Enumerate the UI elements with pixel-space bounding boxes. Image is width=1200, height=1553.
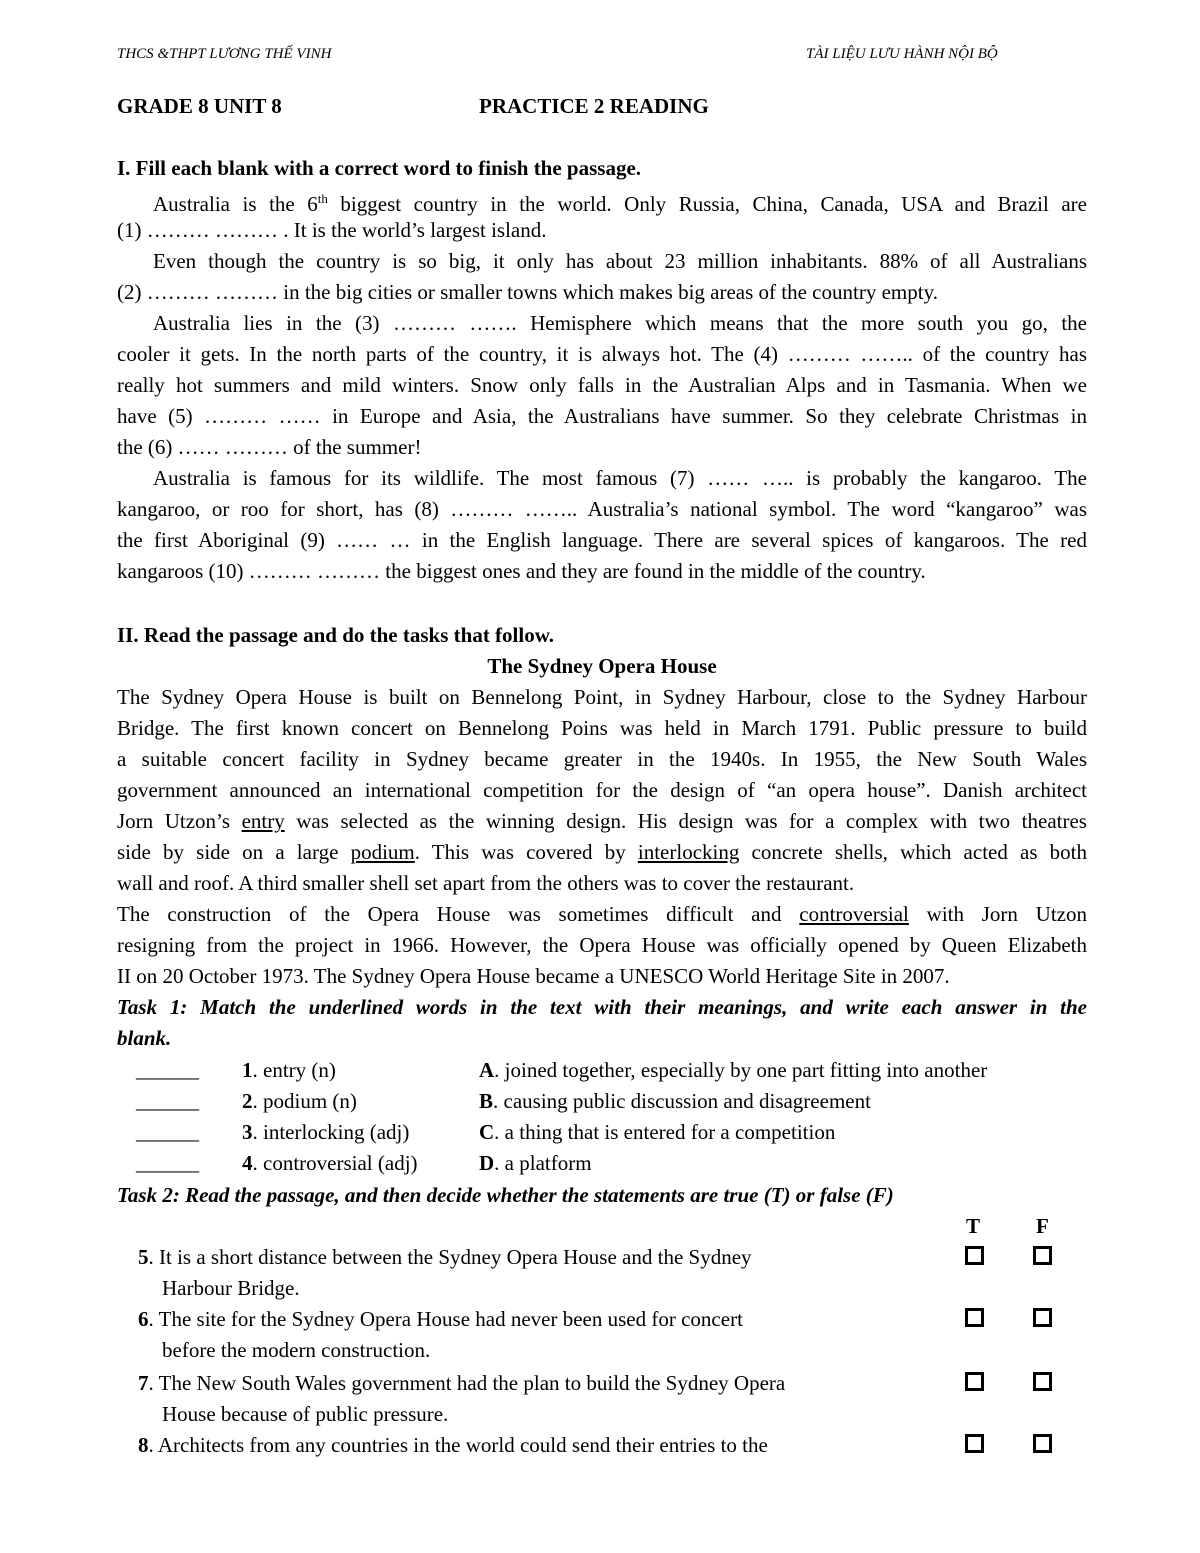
task1-instruction-line2: blank. [117, 1026, 172, 1050]
s1-line-13: kangaroos (10) ……… ……… the biggest ones and they are found in the middle of the country. [117, 559, 926, 583]
checkbox-8-true[interactable] [965, 1434, 984, 1453]
checkbox-5-false[interactable] [1033, 1246, 1052, 1265]
s1-line-4: (2) ……… ……… in the big cities or smaller towns which makes big areas of the country empty. [117, 280, 938, 304]
p-line-9: resigning from the project in 1966. However, the Opera House was officially opened by Queen Elizabeth [117, 933, 1087, 957]
task1-meaning-C: C. a thing that is entered for a competition [479, 1120, 836, 1144]
s1-line-9: the (6) …… ……… of the summer! [117, 435, 422, 459]
p-line-6: side by side on a large podium. This was covered by interlocking concrete shells, which acted as both [117, 840, 1088, 864]
column-true-label: T [966, 1214, 981, 1238]
task1-meaning-A: A. joined together, especially by one part fitting into another [479, 1058, 988, 1082]
p-line-4: government announced an international competition for the design of “an opera house”. Danish architect [117, 778, 1087, 802]
p-line-5: Jorn Utzon’s entry was selected as the winning design. His design was for a complex with two theatres [117, 809, 1087, 833]
task1-blank-3[interactable]: ______ [136, 1120, 199, 1144]
statement-7: 7. The New South Wales government had the plan to build the Sydney Opera [138, 1371, 786, 1395]
s1-line-6: cooler it gets. In the north parts of the country, it is always hot. The (4) ……… …….. of the country has [117, 342, 1087, 366]
statement-5-cont: Harbour Bridge. [162, 1276, 300, 1300]
s1-line-10: Australia is famous for its wildlife. The most famous (7) …… ….. is probably the kangaroo. The [153, 466, 1087, 490]
s1-line-5: Australia lies in the (3) ……… ……. Hemisphere which means that the more south you go, the [153, 311, 1087, 335]
s1-line-1: Australia is the 6th biggest country in the world. Only Russia, China, Canada, USA and Brazil are [153, 191, 1087, 216]
column-false-label: F [1036, 1214, 1049, 1238]
p-line-2: Bridge. The first known concert on Bennelong Poins was held in March 1791. Public pressure to build [117, 716, 1087, 740]
checkbox-5-true[interactable] [965, 1246, 984, 1265]
s1-line-3: Even though the country is so big, it only has about 23 million inhabitants. 88% of all Australians [153, 249, 1087, 273]
s1-line-2: (1) ……… ……… . It is the world’s largest island. [117, 218, 547, 242]
checkbox-8-false[interactable] [1033, 1434, 1052, 1453]
p-line-10: II on 20 October 1973. The Sydney Opera House became a UNESCO World Heritage Site in 2007. [117, 964, 950, 988]
task1-word-4: 4. controversial (adj) [242, 1151, 418, 1175]
s1-line-7: really hot summers and mild winters. Snow only falls in the Australian Alps and in Tasmania. When we [117, 373, 1087, 397]
checkbox-6-false[interactable] [1033, 1308, 1052, 1327]
task1-word-2: 2. podium (n) [242, 1089, 357, 1113]
task2-instruction: Task 2: Read the passage, and then decide whether the statements are true (T) or false (F) [117, 1183, 894, 1207]
s1-line-8: have (5) ……… …… in Europe and Asia, the Australians have summer. So they celebrate Christmas in [117, 404, 1087, 428]
underlined-entry: entry [241, 809, 285, 833]
checkbox-6-true[interactable] [965, 1308, 984, 1327]
checkbox-7-false[interactable] [1033, 1372, 1052, 1391]
underlined-podium: podium [350, 840, 415, 864]
p-line-3: a suitable concert facility in Sydney became greater in the 1940s. In 1955, the New South Wales [117, 747, 1087, 771]
header-note: TÀI LIỆU LƯU HÀNH NỘI BỘ [806, 46, 998, 62]
task1-instruction-line1: Task 1: Match the underlined words in the text with their meanings, and write each answer in the [117, 995, 1087, 1019]
task1-word-1: 1. entry (n) [242, 1058, 336, 1082]
title-practice: PRACTICE 2 READING [479, 94, 709, 118]
task1-meaning-B: B. causing public discussion and disagreement [479, 1089, 871, 1113]
section1-heading: I. Fill each blank with a correct word to finish the passage. [117, 156, 642, 180]
task1-blank-2[interactable]: ______ [136, 1089, 199, 1113]
passage-title: The Sydney Opera House [487, 654, 717, 678]
p-line-1: The Sydney Opera House is built on Bennelong Point, in Sydney Harbour, close to the Sydney Harbour [117, 685, 1087, 709]
statement-7-cont: House because of public pressure. [162, 1402, 449, 1426]
statement-5: 5. It is a short distance between the Sydney Opera House and the Sydney [138, 1245, 752, 1269]
section2-heading: II. Read the passage and do the tasks that follow. [117, 623, 554, 647]
statement-6-cont: before the modern construction. [162, 1338, 431, 1362]
task1-blank-1[interactable]: ______ [136, 1058, 199, 1082]
underlined-controversial: controversial [799, 902, 909, 926]
statement-6: 6. The site for the Sydney Opera House had never been used for concert [138, 1307, 743, 1331]
checkbox-7-true[interactable] [965, 1372, 984, 1391]
s1-line-11: kangaroo, or roo for short, has (8) ……… …….. Australia’s national symbol. The word “kangaroo” was [117, 497, 1087, 521]
header-school: THCS &THPT LƯƠNG THẾ VINH [117, 46, 332, 62]
p-line-7: wall and roof. A third smaller shell set apart from the others was to cover the restaurant. [117, 871, 855, 895]
task1-word-3: 3. interlocking (adj) [242, 1120, 410, 1144]
task1-blank-4[interactable]: ______ [136, 1151, 199, 1175]
task1-meaning-D: D. a platform [479, 1151, 592, 1175]
p-line-8: The construction of the Opera House was sometimes difficult and controversial with Jorn Utzon [117, 902, 1087, 926]
underlined-interlocking: interlocking [637, 840, 740, 864]
statement-8: 8. Architects from any countries in the world could send their entries to the [138, 1433, 768, 1457]
s1-line-12: the first Aboriginal (9) …… … in the English language. There are several spices of kangaroos. The red [117, 528, 1087, 552]
title-grade-unit: GRADE 8 UNIT 8 [117, 94, 282, 118]
